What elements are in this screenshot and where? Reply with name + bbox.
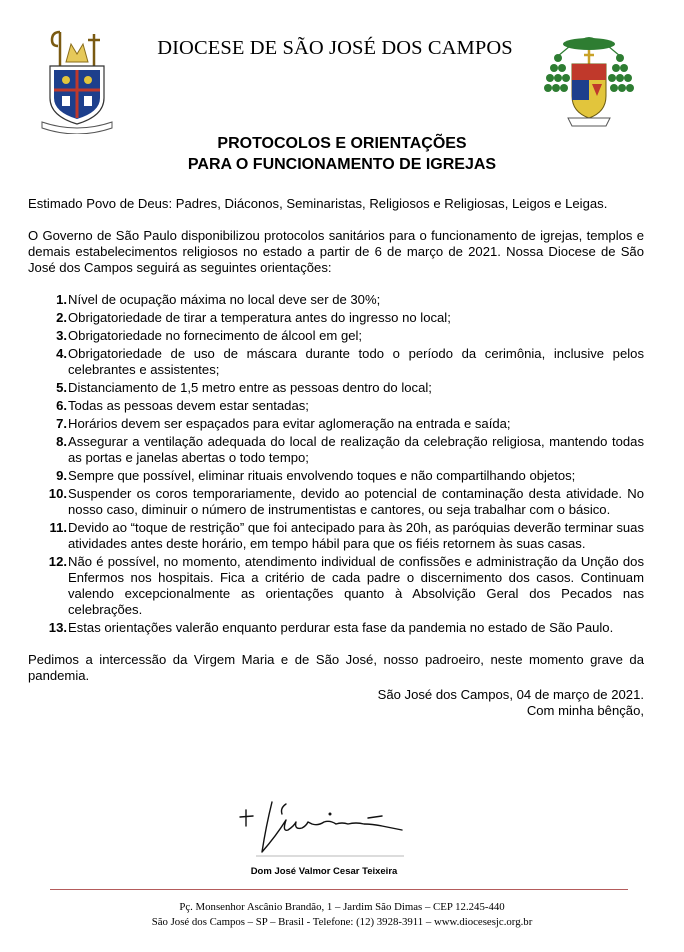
list-item-number: 1. [56, 292, 67, 307]
list-item [28, 620, 644, 636]
list-item-number: 2. [56, 310, 67, 325]
bishop-coat-of-arms-icon [540, 32, 638, 132]
list-item-number: 13. [48, 620, 67, 635]
list-item [28, 554, 644, 618]
list-item-text: Obrigatoriedade de tirar a temperatura antes do ingresso no local; [68, 310, 451, 325]
list-item [28, 468, 644, 484]
list-item [28, 486, 644, 518]
list-item-text: Obrigatoriedade no fornecimento de álcool em gel; [68, 328, 363, 343]
list-item [28, 434, 644, 466]
list-item [28, 328, 644, 344]
list-item-number: 12. [48, 554, 67, 569]
document-title-line-2: PARA O FUNCIONAMENTO DE IGREJAS [187, 156, 497, 173]
list-item-text: Horários devem ser espaçados para evitar aglomeração na entrada e saída; [68, 416, 511, 431]
list-item [28, 416, 644, 432]
list-item-text: Nível de ocupação máxima no local deve ser de 30%; [68, 292, 381, 307]
list-item-text: Obrigatoriedade de uso de máscara durante todo o período da cerimônia, inclusive pelos celebrantes e assistentes; [68, 346, 644, 377]
letter-body [28, 196, 644, 719]
date-line: São José dos Campos, 04 de março de 2021. [377, 687, 644, 702]
list-item [28, 380, 644, 396]
list-item [28, 292, 644, 308]
list-item-text: Assegurar a ventilação adequada do local de realização da celebração religiosa, mantendo todas as portas e janelas abertas o todo tempo; [68, 434, 644, 465]
signer-name: Dom José Valmor Cesar Teixeira [250, 866, 398, 877]
list-item-text: Suspender os coros temporariamente, devido ao potencial de contaminação desta atividade. No nosso caso, diminuir o número de instrumentistas e cantores, ou seja trabalhar com o básico. [68, 486, 644, 517]
orientations-list [28, 292, 644, 636]
list-item-text: Devido ao “toque de restrição” que foi antecipado para às 20h, as paróquias deverão terminar suas atividades antes deste horário, em tempo hábil para que os fiéis retornem às suas casas. [68, 520, 644, 551]
letterhead-footer [0, 900, 684, 930]
list-item-number: 3. [56, 328, 67, 343]
list-item-text: Todas as pessoas devem estar sentadas; [68, 398, 309, 413]
footer-contact: São José dos Campos – SP – Brasil - Telefone: (12) 3928-3911 – www.diocesesjc.org.br [151, 916, 533, 928]
list-item-number: 11. [49, 520, 67, 535]
list-item-number: 8. [56, 434, 67, 449]
list-item-text: Sempre que possível, eliminar rituais envolvendo toques e não compartilhando objetos; [68, 468, 576, 483]
list-item-number: 5. [56, 380, 67, 395]
list-item-number: 7. [56, 416, 67, 431]
closing-paragraph: Pedimos a intercessão da Virgem Maria e de São José, nosso padroeiro, neste momento grave da pandemia. [28, 652, 644, 683]
list-item-number: 10. [48, 486, 67, 501]
greeting-paragraph: Estimado Povo de Deus: Padres, Diáconos, Seminaristas, Religiosos e Religiosas, Leigos e Leigas. [28, 196, 608, 211]
list-item-number: 4. [56, 346, 67, 361]
document-title [0, 133, 684, 175]
list-item-text: Distanciamento de 1,5 metro entre as pessoas dentro do local; [68, 380, 432, 395]
diocese-name-heading: DIOCESE DE SÃO JOSÉ DOS CAMPOS [157, 37, 513, 59]
list-item-number: 6. [56, 398, 67, 413]
list-item-text: Não é possível, no momento, atendimento individual de confissões e administração da Unção dos Enfermos nos hospitais. Fica a critério de cada padre o discernimento dos casos. Continuam valendo excepcionalmente as orientações quanto à Absolvição Geral dos Pecados nas celebrações. [68, 554, 644, 617]
list-item [28, 398, 644, 414]
blessing-line: Com minha bênção, [526, 703, 644, 718]
letterhead [0, 0, 684, 140]
list-item-number: 9. [56, 468, 67, 483]
list-item [28, 310, 644, 326]
document-title-line-1: PROTOCOLOS E ORIENTAÇÕES [217, 135, 467, 152]
list-item-text: Estas orientações valerão enquanto perdurar esta fase da pandemia no estado de São Paulo. [68, 620, 614, 635]
footer-address: Pç. Monsenhor Ascânio Brandão, 1 – Jardim São Dimas – CEP 12.245-440 [179, 901, 505, 913]
list-item [28, 346, 644, 378]
intro-paragraph: O Governo de São Paulo disponibilizou protocolos sanitários para o funcionamento de igrejas, templos e demais estabelecimentos religiosos no estado a partir de 6 de março de 2021. Nossa Diocese de São José dos Campos seguirá as seguintes orientações: [28, 228, 644, 275]
handwritten-signature-icon [232, 796, 422, 860]
list-item [28, 520, 644, 552]
diocese-coat-of-arms-icon [38, 28, 116, 134]
footer-divider [50, 889, 628, 890]
